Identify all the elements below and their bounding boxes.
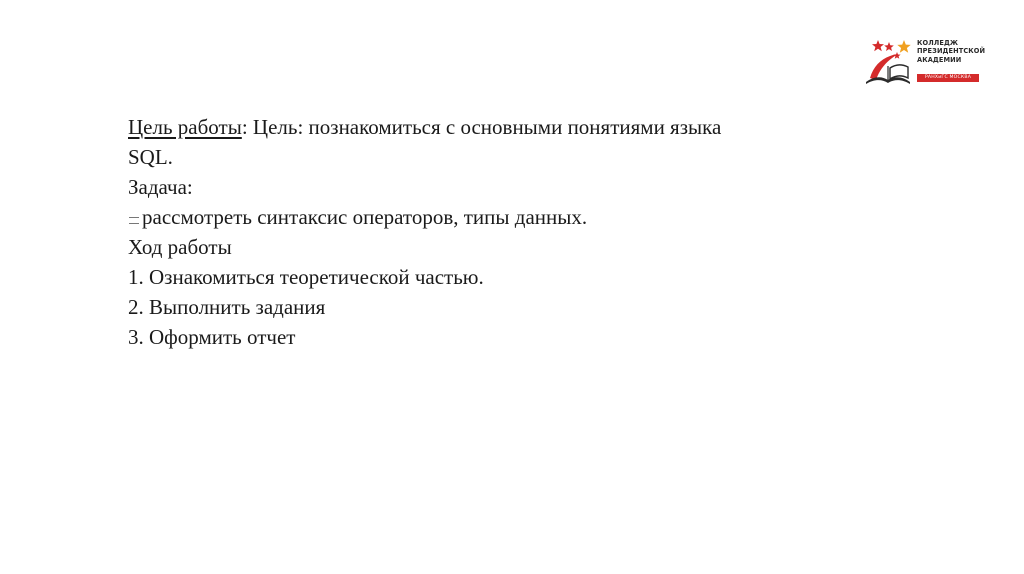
task-label: Задача:: [128, 175, 193, 199]
logo-text: [917, 39, 986, 64]
logo-line-3: АКАДЕМИИ: [917, 55, 962, 64]
goal-line: [128, 112, 848, 142]
stars-book-icon: [864, 38, 912, 84]
task-item: [128, 202, 848, 232]
task-item-text: рассмотреть синтаксис операторов, типы данных.: [142, 205, 588, 229]
goal-text: Цель: познакомиться с основными понятиями языка: [252, 115, 722, 139]
logo-tagline: РАНХиГС МОСКВА: [917, 74, 979, 82]
logo-line-2: ПРЕЗИДЕНТСКОЙ: [917, 47, 986, 56]
college-logo: [864, 36, 984, 86]
logo-line-1: КОЛЛЕДЖ: [917, 39, 959, 47]
goal-separator: :: [241, 115, 253, 139]
bullet-icon: [128, 215, 140, 225]
step-item: 1. Ознакомиться теоретической частью.: [128, 265, 484, 289]
progress-label: Ход работы: [128, 235, 232, 259]
step-item: 2. Выполнить задания: [128, 295, 326, 319]
goal-text-continued: SQL.: [128, 145, 173, 169]
slide-body: [128, 112, 848, 352]
goal-label: Цель работы: [128, 115, 242, 139]
step-item: 3. Оформить отчет: [128, 325, 296, 349]
